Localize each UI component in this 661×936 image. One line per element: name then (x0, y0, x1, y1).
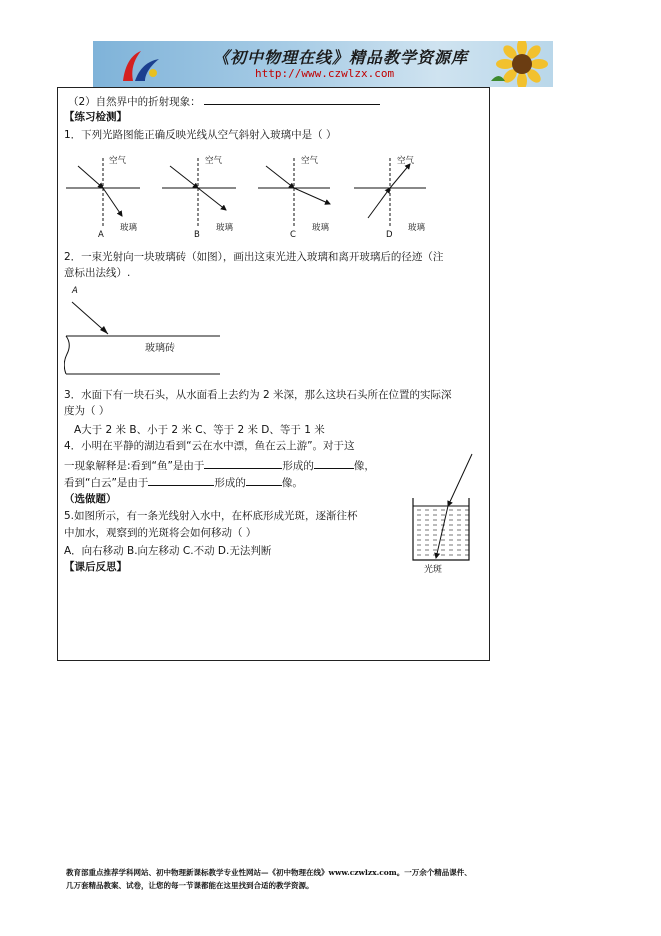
elective-heading: （选做题） (64, 493, 117, 505)
q4-line3 (64, 474, 303, 490)
q1-diagram-d (354, 158, 426, 226)
q4-line2-b: 形成的 (282, 460, 314, 472)
banner-url[interactable]: http://www.czwlzx.com (255, 67, 395, 80)
q5-line1: 5.如图所示，有一条光线射入水中，在杯底形成光斑，逐渐往杯 (64, 510, 358, 522)
answer-blank[interactable] (148, 474, 214, 486)
answer-blank[interactable] (204, 93, 380, 105)
sunflower-icon (491, 41, 553, 87)
q1-option-c[interactable]: C (290, 230, 296, 240)
q2-point-a: A (72, 286, 78, 296)
q2-brick-label: 玻璃砖 (145, 343, 175, 354)
q1-option-d[interactable]: D (386, 230, 393, 240)
section-2-line (68, 93, 380, 109)
header-banner (93, 41, 553, 87)
q4-line2 (64, 457, 375, 473)
q1-air-label-a: 空气 (109, 156, 127, 166)
q5-line2: 中加水，观察到的光斑将会如何移动（ ） (64, 527, 257, 539)
q1-air-label-d: 空气 (397, 156, 415, 166)
q4-line3-a: 看到“白云”是由于 (64, 477, 149, 489)
q4-line2-a: 一现象解释是:看到“鱼”是由于 (64, 460, 205, 472)
answer-blank[interactable] (204, 457, 282, 469)
cup-water-diagram (408, 452, 484, 570)
q4-line2-c: 像， (353, 460, 375, 472)
answer-blank[interactable] (246, 474, 282, 486)
q2-line1: 2．一束光射向一块玻璃砖（如图），画出这束光进入玻璃和离开玻璃后的径迹（注 (64, 251, 444, 263)
q1-glass-label-d: 玻璃 (408, 223, 426, 233)
q4-line1: 4．小明在平静的湖边看到“云在水中漂，鱼在云上游”。对于这 (64, 440, 355, 452)
answer-blank[interactable] (314, 457, 354, 469)
q1-glass-label-b: 玻璃 (216, 223, 234, 233)
q4-line3-c: 像。 (281, 477, 303, 489)
q5-choices: A．向右移动 B.向左移动 C.不动 D.无法判断 (64, 545, 272, 557)
glass-brick-diagram (64, 284, 224, 382)
banner-title: 《初中物理在线》精品教学资源库 (213, 48, 469, 67)
q1-air-label-b: 空气 (205, 156, 223, 166)
q1-air-label-c: 空气 (301, 156, 319, 166)
q3-line2: 度为（ ） (64, 405, 110, 417)
footer (66, 866, 472, 892)
practice-heading: 【练习检测】 (64, 111, 127, 123)
q1-diagram-b (162, 158, 236, 226)
section-2-label: （2）自然界中的折射现象： (68, 96, 201, 108)
footer-line-1: 教育部重点推荐学科网站、初中物理新课标教学专业性网站—《初中物理在线》www.czwlzx.com。一万余个精品课件、 (66, 868, 472, 877)
q1-diagram-c (258, 158, 330, 226)
q3-choices: A大于 2 米 B、小于 2 米 C、等于 2 米 D、等于 1 米 (74, 424, 325, 436)
q1-option-b[interactable]: B (194, 230, 200, 240)
q3-line1: 3．水面下有一块石头，从水面看上去约为 2 米深，那么这块石头所在位置的实际深 (64, 389, 452, 401)
footer-line-2: 几万套精品教案、试卷，让您的每一节课都能在这里找到合适的教学资源。 (66, 881, 314, 890)
q1-glass-label-c: 玻璃 (312, 223, 330, 233)
q4-line3-b: 形成的 (214, 477, 246, 489)
site-logo-icon (115, 47, 165, 83)
worksheet-frame (57, 87, 490, 661)
q1-diagram-a (66, 158, 140, 226)
q1-glass-label-a: 玻璃 (120, 223, 138, 233)
q2-line2: 意标出法线）. (64, 267, 131, 279)
q1-option-a[interactable]: A (98, 230, 104, 240)
reflection-heading: 【课后反思】 (64, 561, 127, 573)
q1-text: 1．下列光路图能正确反映光线从空气斜射入玻璃中是（ ） (64, 129, 337, 141)
light-spot-label: 光斑 (424, 565, 443, 575)
